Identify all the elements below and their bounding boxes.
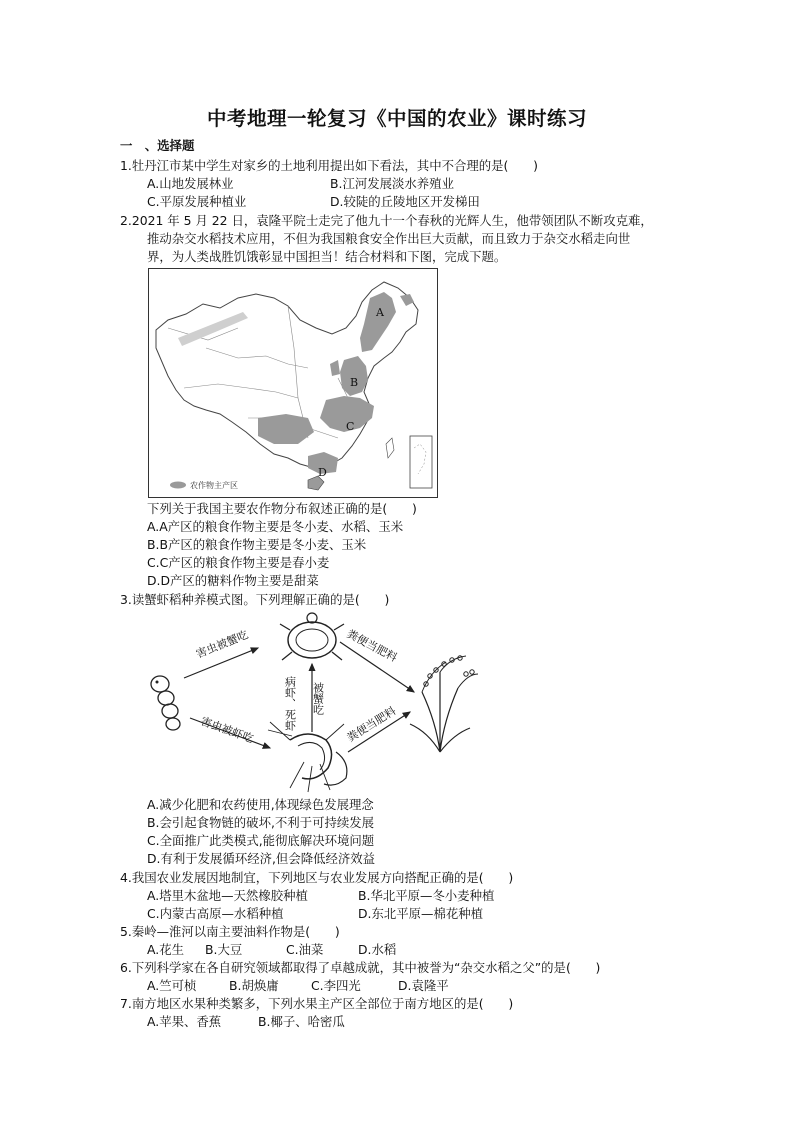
- q1-option-b[interactable]: B.江河发展淡水养殖业: [330, 176, 454, 191]
- q2-stem-line2: 推动杂交水稻技术应用，不但为我国粮食安全作出巨大贡献，而且致力于杂交水稻走向世: [147, 231, 631, 246]
- q5-option-b[interactable]: B.大豆: [205, 942, 243, 957]
- q2-option-c[interactable]: C.C产区的粮食作物主要是春小麦: [147, 555, 330, 570]
- q1-option-d[interactable]: D.较陡的丘陵地区开发梯田: [330, 194, 480, 209]
- q3-option-d[interactable]: D.有利于发展循环经济,但会降低经济效益: [147, 851, 376, 866]
- rice-plant-icon: [410, 656, 478, 752]
- q6-stem: 6.下列科学家在各自研究领域都取得了卓越成就，其中被誉为“杂交水稻之父”的是( ): [120, 960, 601, 975]
- map-label-b: B: [350, 376, 359, 389]
- q4-option-d[interactable]: D.东北平原—棉花种植: [358, 906, 483, 921]
- shrimp-icon: [268, 722, 347, 792]
- q7-option-a[interactable]: A.苹果、香蕉: [147, 1014, 222, 1029]
- q2-option-a[interactable]: A.A产区的粮食作物主要是冬小麦、水稻、玉米: [147, 519, 404, 534]
- q1-option-a[interactable]: A.山地发展林业: [147, 176, 234, 191]
- legend-swatch: [170, 482, 186, 489]
- q6-option-a[interactable]: A.竺可桢: [147, 978, 197, 993]
- china-crop-map: [148, 268, 438, 498]
- q2-option-b[interactable]: B.B产区的粮食作物主要是冬小麦、玉米: [147, 537, 367, 552]
- crab-icon: [280, 613, 344, 660]
- q4-option-b[interactable]: B.华北平原—冬小麦种植: [358, 888, 495, 903]
- q7-option-b[interactable]: B.椰子、哈密瓜: [258, 1014, 345, 1029]
- q5-stem: 5.秦岭—淮河以南主要油料作物是( ): [120, 924, 340, 939]
- map-label-d: D: [318, 466, 327, 479]
- page-title: 中考地理一轮复习《中国的农业》课时练习: [206, 107, 587, 130]
- map-label-a: A: [376, 306, 384, 319]
- label-pest-eaten-by-crab: 害虫被蟹吃: [194, 628, 251, 661]
- q2-option-d[interactable]: D.D产区的糖料作物主要是甜菜: [147, 573, 319, 588]
- label-pest-eaten-by-shrimp: 害虫被虾吃: [198, 714, 256, 746]
- q6-option-b[interactable]: B.胡焕庸: [229, 978, 279, 993]
- q5-option-a[interactable]: A.花生: [147, 942, 184, 957]
- crab-shrimp-rice-diagram: [140, 612, 485, 797]
- q4-option-c[interactable]: C.内蒙古高原—水稻种植: [147, 906, 284, 921]
- label-manure-fertilizer-bottom: 粪便当肥料: [344, 704, 399, 745]
- q4-option-a[interactable]: A.塔里木盆地—天然橡胶种植: [147, 888, 308, 903]
- q6-option-c[interactable]: C.李四光: [311, 978, 361, 993]
- q5-option-c[interactable]: C.油菜: [286, 942, 324, 957]
- q6-option-d[interactable]: D.袁隆平: [398, 978, 449, 993]
- q2-stem-line1: 2.2021 年 5 月 22 日，袁隆平院士走完了他九十一个春秋的光辉人生，他带领团队不断攻克难，: [120, 213, 653, 228]
- q2-question: 下列关于我国主要农作物分布叙述正确的是( ): [147, 501, 417, 516]
- q1-stem: 1.牡丹江市某中学生对家乡的土地利用提出如下看法，其中不合理的是( ): [120, 158, 538, 173]
- q2-stem-line3: 界，为人类战胜饥饿彰显中国担当！结合材料和下图，完成下题。: [147, 249, 507, 264]
- label-eaten-by-crab: 被蟹吃: [311, 682, 325, 715]
- q7-stem: 7.南方地区水果种类繁多，下列水果主产区全部位于南方地区的是( ): [120, 996, 514, 1011]
- map-legend: 农作物主产区: [190, 481, 238, 490]
- label-manure-fertilizer-top: 粪便当肥料: [344, 627, 400, 665]
- q3-stem: 3.读蟹虾稻种养模式图。下列理解正确的是( ): [120, 592, 390, 607]
- q3-option-b[interactable]: B.会引起食物链的破坏,不利于可持续发展: [147, 815, 375, 830]
- q4-stem: 4.我国农业发展因地制宜，下列地区与农业发展方向搭配正确的是( ): [120, 870, 514, 885]
- q3-option-a[interactable]: A.减少化肥和农药使用,体现绿色发展理念: [147, 797, 374, 812]
- q1-option-c[interactable]: C.平原发展种植业: [147, 194, 247, 209]
- q3-option-c[interactable]: C.全面推广此类模式,能彻底解决环境问题: [147, 833, 375, 848]
- section-heading: 一 、选择题: [120, 138, 195, 153]
- q5-option-d[interactable]: D.水稻: [358, 942, 397, 957]
- map-label-c: C: [346, 420, 355, 433]
- pest-icon: [151, 676, 180, 730]
- label-sick-dead-shrimp: 病虾、死虾: [283, 676, 297, 731]
